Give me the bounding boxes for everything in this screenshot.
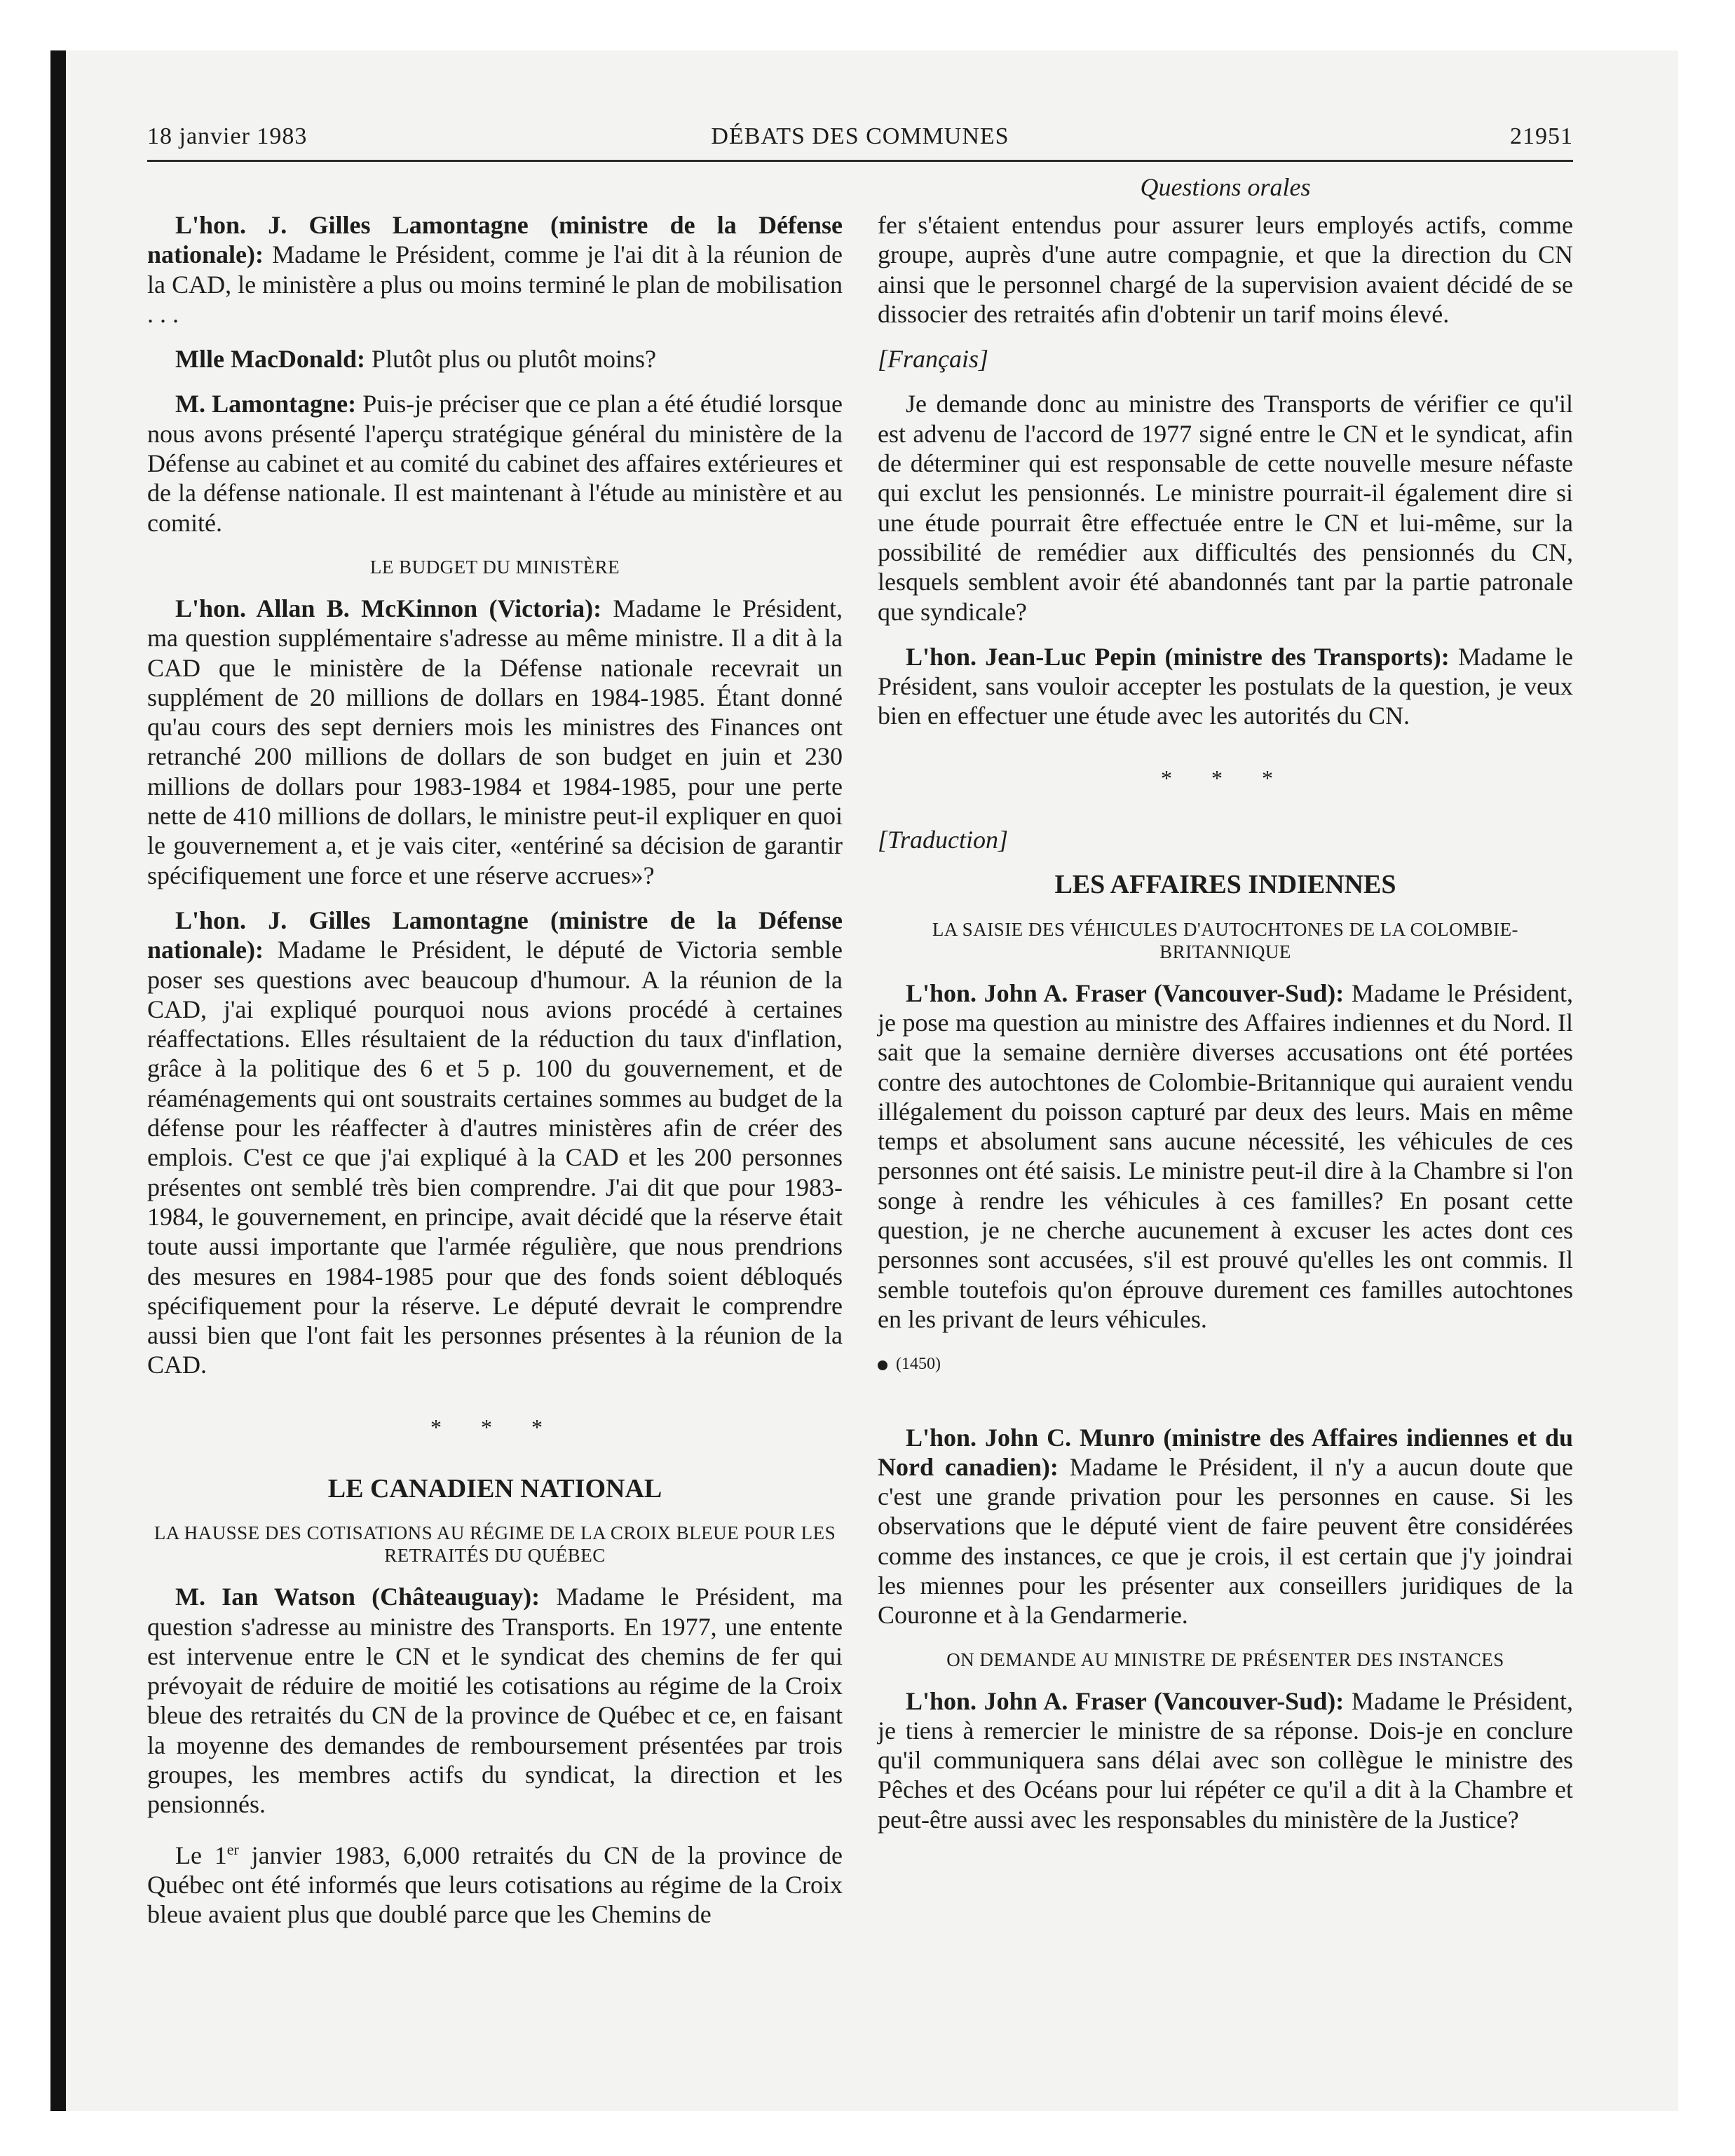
- speaker: M. Ian Watson (Châteauguay):: [175, 1583, 540, 1611]
- paragraph: L'hon. John A. Fraser (Vancouver-Sud): Madame le Président, je tiens à remercier le ministre de sa réponse. Dois-je en conclure qu'il communiquera sans délai avec son collègue le ministre des Pêches et des Océans pour lui répéter ce qu'il a dit à la Chambre et peut-être aussi avec les responsables du ministère de la Justice?: [878, 1686, 1574, 1834]
- paragraph: L'hon. Allan B. McKinnon (Victoria): Madame le Président, ma question supplémentaire s'adresse au même ministre. Il a dit à la CAD que le ministère de la Défense nationale recevrait un supplément de 20 millions de dollars en 1984-1985. Étant donné qu'au cours des sept derniers mois les ministres des Finances ont retranché 200 millions de dollars de son budget en juin et 230 millions de dollars pour 1983-1984 et 1984-1985, pour une perte nette de 410 millions de dollars, le ministre peut-il expliquer en quoi le gouvernement a, et je vais citer, «entériné sa décision de garantir spécifiquement une force et une réserve accrues»?: [147, 594, 843, 889]
- section-label: Questions orales: [1140, 173, 1311, 201]
- speaker: L'hon. J. Gilles Lamontagne (ministre de la Défense nationale):: [147, 211, 843, 269]
- subheading: LA HAUSSE DES COTISATIONS AU RÉGIME DE LA CROIX BLEUE POUR LES RETRAITÉS DU QUÉBEC: [154, 1522, 836, 1567]
- paragraph: Le 1er janvier 1983, 6,000 retraités du CN de la province de Québec ont été informés que leurs cotisations au régime de la Croix bleue avaient plus que doublé parce que les Chemins de: [147, 1840, 843, 1929]
- subheading: ON DEMANDE AU MINISTRE DE PRÉSENTER DES INSTANCES: [946, 1649, 1504, 1670]
- paragraph: L'hon. J. Gilles Lamontagne (ministre de la Défense nationale): Madame le Président, le député de Victoria semble poser ses questions avec beaucoup d'humour. A la réunion de la CAD, j'ai expliqué pourquoi nous avions procédé à certaines réaffectations. Elles résultaient de la réduction du taux d'inflation, grâce à la politique des 6 et 5 p. 100 du gouvernement, et de réaménagements qui ont soustraits certaines sommes au budget de la défense pour les réaffecter à d'autres ministères afin de créer des emplois. C'est ce que j'ai expliqué à la CAD et les 200 personnes présentes ont semblé très bien comprendre. J'ai dit que pour 1983-1984, le gouvernement, en principe, avait décidé que la réserve était toute aussi importante que l'armée régulière, que nous prendrions des mesures en 1984-1985 pour que des fonds soient débloqués spécifiquement pour la réserve. Le député devrait le comprendre aussi bien que l'ont fait les personnes présentes à la réunion de la CAD.: [147, 906, 843, 1379]
- right-column: [878, 210, 1573, 1850]
- section-separator: * * *: [1161, 765, 1290, 791]
- speaker: L'hon. John A. Fraser (Vancouver-Sud):: [906, 1686, 1345, 1715]
- paragraph: fer s'étaient entendus pour assurer leurs employés actifs, comme groupe, auprès d'une autre compagnie, et que la direction du CN ainsi que le personnel chargé de la supervision avaient décidé de se dissocier des retraités afin d'obtenir un tarif moins élevé.: [878, 211, 1573, 328]
- paragraph: L'hon. J. Gilles Lamontagne (ministre de la Défense nationale): Madame le Président, comme je l'ai dit à la réunion de la CAD, le ministère a plus ou moins terminé le plan de mobilisation . . .: [147, 211, 843, 328]
- running-header: [147, 121, 1573, 162]
- timestamp-marker: (1450): [878, 1349, 1573, 1379]
- scan-binding-edge: [50, 50, 66, 2111]
- speaker: M. Lamontagne:: [175, 390, 357, 418]
- paragraph: Mlle MacDonald: Plutôt plus ou plutôt moins?: [175, 345, 656, 374]
- bullet-icon: [878, 1360, 887, 1370]
- header-title: DÉBATS DES COMMUNES: [711, 123, 1009, 149]
- speaker: L'hon. J. Gilles Lamontagne (ministre de la Défense nationale):: [147, 906, 843, 964]
- speaker: L'hon. John C. Munro (ministre des Affaires indiennes et du Nord canadien):: [878, 1423, 1573, 1481]
- paragraph: M. Ian Watson (Châteauguay): Madame le Président, ma question s'adresse au ministre des Transports. En 1977, une entente est intervenue entre le CN et le syndicat des chemins de fer qui prévoyait de réduire de moitié les cotisations au régime de la Croix bleue des retraités du CN de la province de Québec et ce, en faisant la moyenne des demandes de remboursement présentées par trois groupes, les membres actifs du syndicat, la direction et les pensionnés.: [147, 1583, 843, 1819]
- language-tag: [Traduction]: [878, 826, 1009, 854]
- language-tag: [Français]: [878, 345, 989, 374]
- header-page-number: 21951: [1510, 123, 1573, 149]
- paragraph: M. Lamontagne: Puis-je préciser que ce plan a été étudié lorsque nous avons présenté l'aperçu stratégique général du ministère de la Défense au cabinet et au comité du cabinet des affaires extérieures et de la défense nationale. Il est maintenant à l'étude au ministère et au comité.: [147, 390, 843, 537]
- paragraph: L'hon. Jean-Luc Pepin (ministre des Transports): Madame le Président, sans vouloir accepter les postulats de la question, je veux bien en effectuer une étude avec les autorités du CN.: [878, 642, 1574, 730]
- header-date: 18 janvier 1983: [147, 123, 308, 149]
- speaker: L'hon. John A. Fraser (Vancouver-Sud):: [906, 978, 1345, 1007]
- left-column: [147, 210, 843, 1945]
- speaker: L'hon. Allan B. McKinnon (Victoria):: [175, 594, 602, 622]
- paragraph: L'hon. John A. Fraser (Vancouver-Sud): Madame le Président, je pose ma question au ministre des Affaires indiennes et du Nord. Il sait que la semaine dernière diverses accusations ont été portées contre des autochtones de Colombie-Britannique qui auraient vendu illégalement du poisson capturé par deux des leurs. Mais en même temps et absolument sans aucune nécessité, les véhicules de ces personnes ont été saisis. Le ministre peut-il dire à la Chambre si l'on songe à rendre les véhicules à ces familles? En posant cette question, je ne cherche aucunement à excuser les actes dont ces personnes sont accusées, s'il est prouvé qu'elles les ont commis. Il semble toutefois qu'on éprouve durement ces familles autochtones en les privant de leurs véhicules.: [878, 978, 1574, 1333]
- subheading: LE BUDGET DU MINISTÈRE: [369, 556, 620, 578]
- section-separator: * * *: [430, 1414, 559, 1440]
- speaker: L'hon. Jean-Luc Pepin (ministre des Transports):: [906, 642, 1450, 671]
- section-heading: LE CANADIEN NATIONAL: [327, 1473, 662, 1503]
- paragraph: L'hon. John C. Munro (ministre des Affaires indiennes et du Nord canadien): Madame le Président, il n'y a aucun doute que c'est une grande privation pour les personnes en cause. Si les observations que le député vient de faire peuvent être considérées comme des instances, ce que je crois, il est certain que j'y joindrai les miennes pour les présenter aux conseillers juridiques de la Couronne et à la Gendarmerie.: [878, 1423, 1574, 1630]
- section-heading: LES AFFAIRES INDIENNES: [1054, 870, 1396, 900]
- paragraph: Je demande donc au ministre des Transports de vérifier ce qu'il est advenu de l'accord de 1977 signé entre le CN et le syndicat, afin de déterminer qui est responsable de cette nouvelle mesure néfaste qui exclut les pensionnés. Le ministre pourrait-il également dire si une étude pourrait être effectuée entre le CN et lui-même, sur la possibilité de remédier aux difficultés des pensionnés du CN, lesquels semblent avoir été abandonnés tant par la partie patronale que syndicale?: [878, 390, 1573, 626]
- speaker: Mlle MacDonald:: [175, 345, 365, 374]
- subheading: LA SAISIE DES VÉHICULES D'AUTOCHTONES DE LA COLOMBIE-BRITANNIQUE: [932, 918, 1519, 962]
